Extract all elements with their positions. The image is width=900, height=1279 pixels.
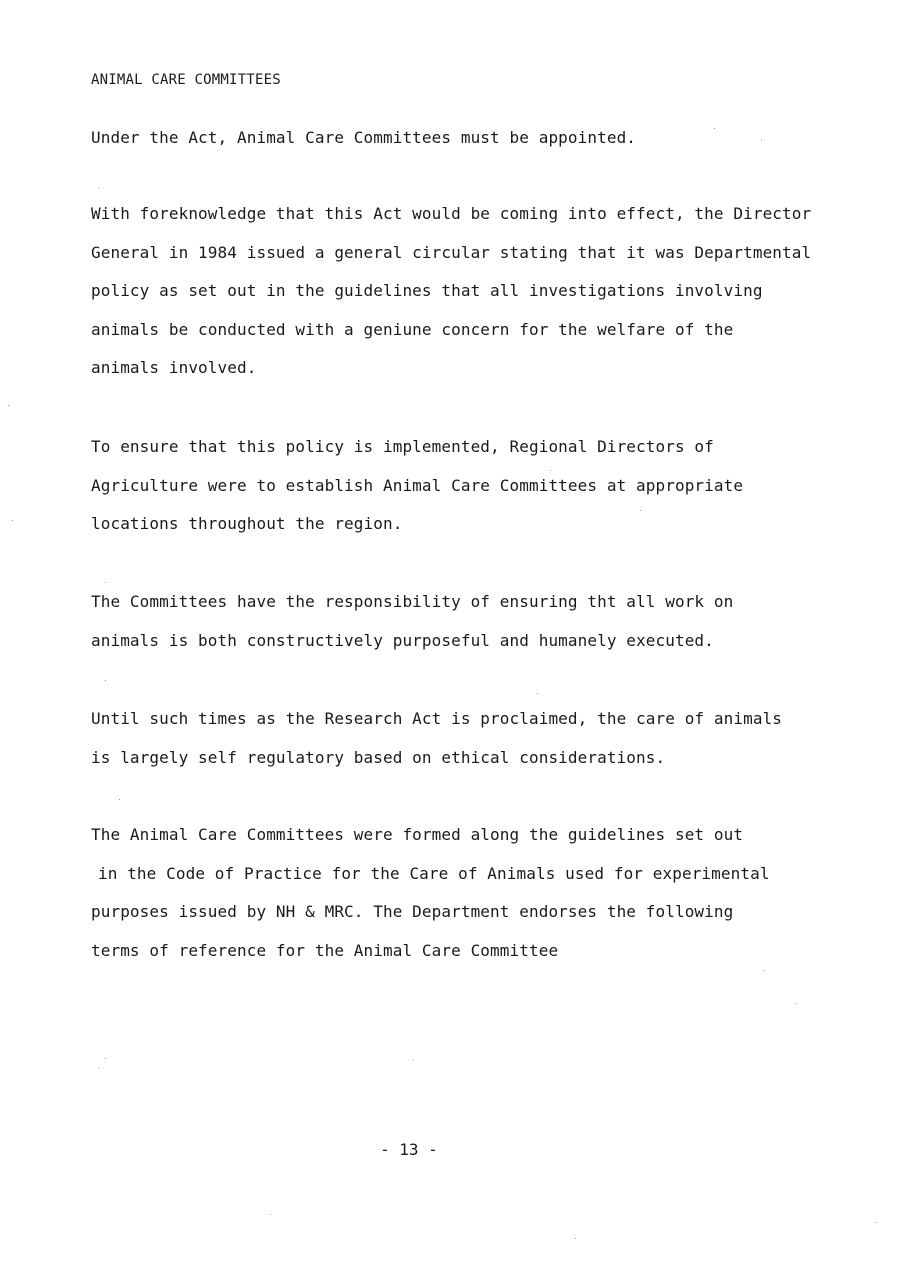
scan-speck [8,405,9,406]
paragraph-line: The Committees have the responsibility of ensuring tht all work on [91,592,734,611]
paragraph-line: in the Code of Practice for the Care of Animals used for experimental [98,863,770,883]
scan-speck [119,799,120,800]
paragraph-line: is largely self regulatory based on ethical considerations. [91,747,666,767]
paragraph-line: animals involved. [91,358,257,378]
paragraph-line: With foreknowledge that this Act would be coming into effect, the Director [91,204,812,223]
paragraph-4 [91,583,851,660]
scan-speck [714,128,715,129]
scan-speck [537,693,538,694]
paragraph-line: Under the Act, Animal Care Committees must be appointed. [91,128,637,147]
scan-speck [98,187,99,188]
paragraph-line: Agriculture were to establish Animal Care Committees at appropriate [91,475,744,495]
scan-speck [550,470,551,471]
scan-speck [761,139,762,140]
paragraph-line: General in 1984 issued a general circular stating that it was Departmental [91,242,812,262]
scan-speck [105,680,106,681]
scan-speck [876,1222,877,1223]
scan-speck [796,1003,797,1004]
paragraph-line: locations throughout the region. [91,514,403,534]
scan-speck [413,1060,414,1061]
scan-speck [575,1238,576,1239]
paragraph-5 [91,700,851,777]
paragraph-line: terms of reference for the Animal Care Committee [91,940,559,960]
paragraph-line: Until such times as the Research Act is proclaimed, the care of animals [91,709,783,728]
scan-speck [270,1214,271,1215]
paragraph-line: To ensure that this policy is implemented, Regional Directors of [91,437,714,456]
page-number: - 13 - [380,1140,438,1159]
scan-speck [764,970,765,971]
paragraph-3 [91,428,851,544]
scan-speck [12,520,13,521]
paragraph-line: animals is both constructively purposeful and humanely executed. [91,630,714,650]
scan-speck [640,510,641,511]
paragraph-line: animals be conducted with a geniune concern for the welfare of the [91,319,734,339]
section-heading: ANIMAL CARE COMMITTEES [91,72,281,88]
scan-speck [105,1058,106,1059]
paragraph-line: The Animal Care Committees were formed along the guidelines set out [91,825,744,844]
paragraph-2 [91,195,851,388]
scan-speck [98,1067,99,1068]
scan-speck [105,582,106,583]
paragraph-6 [91,816,851,970]
paragraph-1 [91,119,851,158]
paragraph-line: policy as set out in the guidelines that all investigations involving [91,281,763,301]
paragraph-line: purposes issued by NH & MRC. The Department endorses the following [91,902,734,922]
